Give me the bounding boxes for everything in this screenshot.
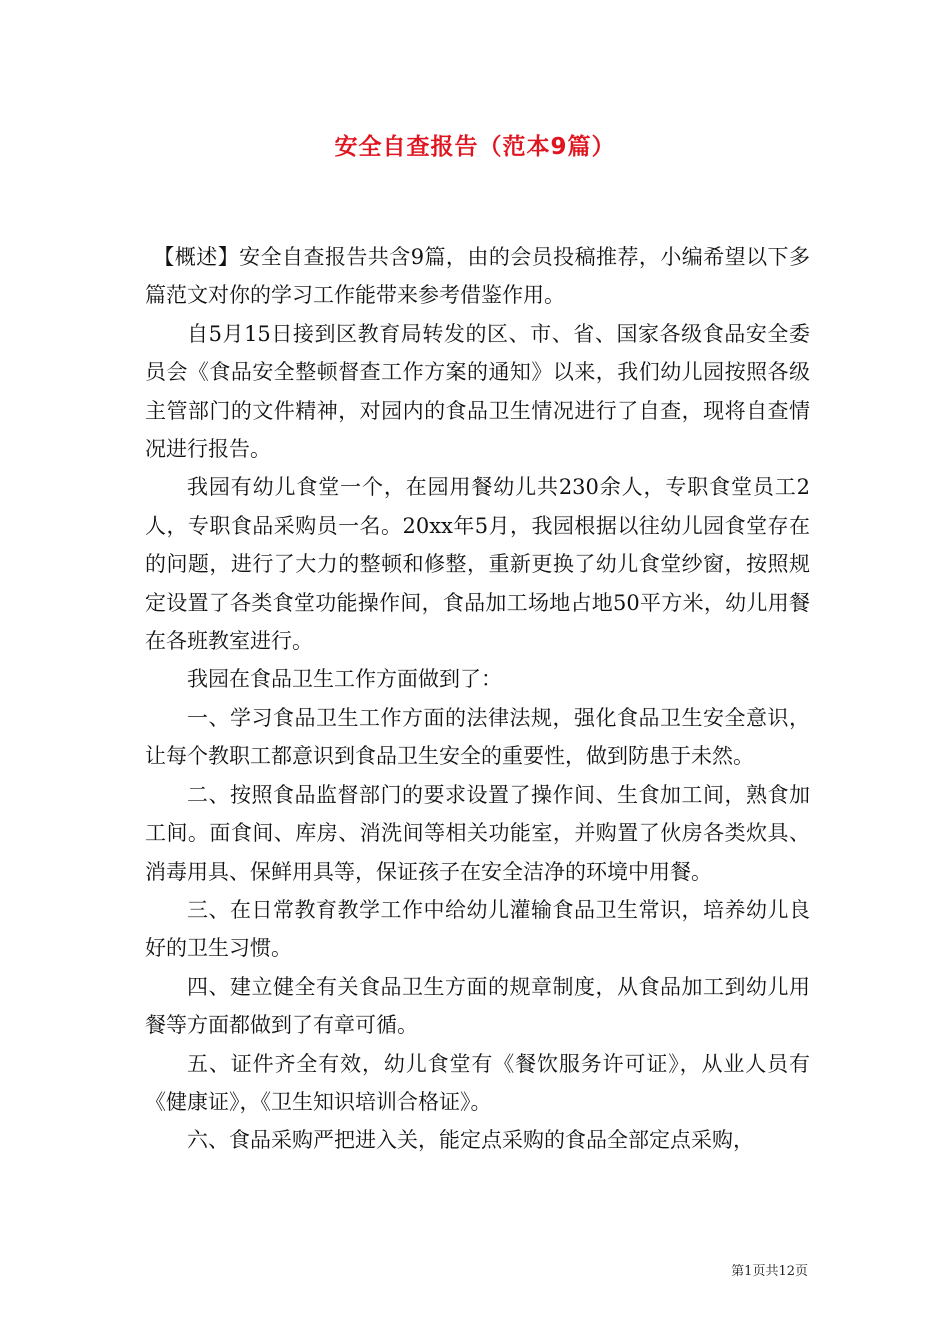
paragraph: 三、在日常教育教学工作中给幼儿灌输食品卫生常识，培养幼儿良好的卫生习惯。: [145, 897, 810, 961]
paragraph-summary: 【概述】安全自查报告共含9篇，由的会员投稿推荐，小编希望以下多篇范文对你的学习工作能带来参考借鉴作用。: [145, 245, 810, 308]
paragraph: 四、建立健全有关食品卫生方面的规章制度，从食品加工到幼儿用餐等方面都做到了有章可循。: [145, 974, 810, 1038]
paragraph: 一、学习食品卫生工作方面的法律法规，强化食品卫生安全意识，让每个教职工都意识到食品卫生安全的重要性，做到防患于未然。: [145, 705, 810, 769]
document-body: [145, 238, 810, 1160]
page-title: 安全自查报告（范本9篇）: [334, 134, 616, 160]
paragraph: 我园在食品卫生工作方面做到了：: [187, 667, 502, 692]
paragraph: 六、食品采购严把进入关，能定点采购的食品全部定点采购，: [187, 1128, 754, 1153]
paragraph: 五、证件齐全有效，幼儿食堂有《餐饮服务许可证》，从业人员有《健康证》，《卫生知识培训合格证》。: [145, 1051, 810, 1114]
paragraph: 二、按照食品监督部门的要求设置了操作间、生食加工间，熟食加工间。面食间、库房、消洗间等相关功能室，并购置了伙房各类炊具、消毒用具、保鲜用具等，保证孩子在安全洁净的环境中用餐。: [145, 782, 810, 884]
paragraph: 我园有幼儿食堂一个，在园用餐幼儿共230余人，专职食堂员工2人，专职食品采购员一名。20xx年5月，我园根据以往幼儿园食堂存在的问题，进行了大力的整顿和修整，重新更换了幼儿食堂纱窗，按照规定设置了各类食堂功能操作间，食品加工场地占地50平方米，幼儿用餐在各班教室进行。: [145, 475, 810, 654]
paragraph: 自5月15日接到区教育局转发的区、市、省、国家各级食品安全委员会《食品安全整顿督查工作方案的通知》以来，我们幼儿园按照各级主管部门的文件精神，对园内的食品卫生情况进行了自查，现将自查情况进行报告。: [145, 321, 810, 462]
page-number: 第1页共12页: [731, 1264, 808, 1279]
